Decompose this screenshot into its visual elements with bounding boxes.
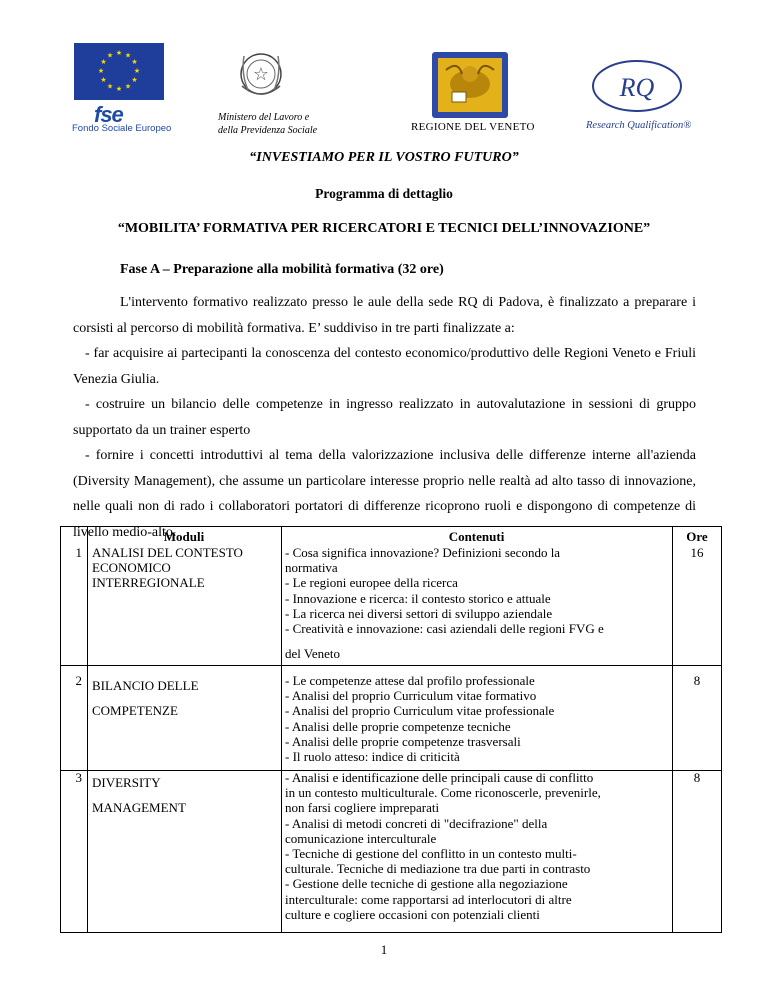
- contenuto-line: - Analisi delle proprie competenze tecniche: [285, 718, 511, 734]
- contenuto-line: - Cosa significa innovazione? Definizioni secondo la: [285, 545, 561, 560]
- phase-heading: Fase A – Preparazione alla mobilità formativa (32 ore): [120, 262, 444, 277]
- contenuto-line: in un contesto multiculturale. Come riconoscerle, prevenirle,: [285, 785, 601, 801]
- row-modulo: [92, 673, 280, 723]
- body-text: [73, 290, 696, 545]
- rq-mark: RQ: [619, 73, 655, 102]
- table-divider: [672, 527, 673, 932]
- svg-text:★: ★: [115, 49, 123, 57]
- row-number: 3: [75, 770, 82, 785]
- slogan: “INVESTIAMO PER IL VOSTRO FUTURO”: [249, 150, 519, 165]
- contenuto-line: normativa: [285, 560, 338, 576]
- contenuto-line: culturale. Tecniche di mediazione tra due parti in contrasto: [285, 861, 591, 877]
- contenuto-line: - Creatività e innovazione: casi aziendali delle regioni FVG e: [285, 621, 604, 637]
- contenuto-line: - Analisi del proprio Curriculum vitae formativo: [285, 688, 537, 704]
- table-divider: [87, 527, 88, 932]
- contenuto-line: non farsi cogliere impreparati: [285, 800, 440, 816]
- ministry-caption-line1: Ministero del Lavoro e: [218, 112, 310, 123]
- svg-text:★: ★: [124, 82, 132, 91]
- modulo-line: ECONOMICO: [92, 560, 171, 576]
- contenuto-line: - La ricerca nei diversi settori di sviluppo aziendale: [285, 605, 553, 621]
- svg-text:★: ★: [124, 51, 132, 60]
- contenuto-line: comunicazione interculturale: [285, 830, 437, 846]
- intro-paragraph: L'intervento formativo realizzato presso le aule della sede RQ di Padova, è finalizzato a preparare i corsisti al percorso di mobilità formativa. E’ suddiviso in tre parti finalizzate a:: [73, 295, 696, 336]
- veneto-lion-logo: [430, 50, 510, 122]
- page-number: 1: [380, 942, 388, 957]
- contenuto-line: del Veneto: [285, 646, 340, 662]
- row-contenuti: [285, 673, 670, 764]
- modulo-line: ANALISI DEL CONTESTO: [92, 545, 243, 560]
- contenuto-line: - Analisi e identificazione delle principali cause di conflitto: [285, 770, 594, 785]
- svg-text:★: ★: [131, 76, 138, 84]
- svg-text:★: ★: [115, 85, 123, 93]
- fse-logo-text: fse: [94, 102, 123, 127]
- contenuto-line: - Analisi del proprio Curriculum vitae professionale: [285, 703, 555, 719]
- row-modulo: [92, 770, 280, 820]
- contenuto-line: - Il ruolo atteso: indice di criticità: [285, 749, 460, 765]
- veneto-caption: REGIONE DEL VENETO: [411, 121, 535, 133]
- svg-text:★: ★: [106, 82, 114, 91]
- svg-text:★: ★: [131, 58, 138, 66]
- row-ore: 16: [690, 545, 704, 560]
- row-number: 1: [75, 545, 82, 560]
- svg-text:★: ★: [133, 67, 141, 75]
- svg-text:☆: ☆: [252, 64, 270, 85]
- row-ore: 8: [693, 673, 701, 688]
- rq-caption: Research Qualification®: [586, 120, 692, 131]
- bullet-paragraph-2: - costruire un bilancio delle competenze in ingresso realizzato in autovalutazione in sessioni di gruppo supportato da un trainer esperto: [73, 397, 696, 438]
- modules-table: [60, 526, 722, 933]
- modulo-line: MANAGEMENT: [92, 800, 186, 815]
- svg-text:★: ★: [97, 67, 105, 75]
- fse-caption: Fondo Sociale Europeo: [72, 123, 172, 134]
- ministry-caption: [218, 111, 317, 137]
- row-modulo: [92, 545, 280, 591]
- row-contenuti: [285, 545, 670, 661]
- logo-row: [0, 40, 768, 140]
- header-moduli: Moduli: [163, 529, 205, 544]
- contenuto-line: - Innovazione e ricerca: il contesto storico e attuale: [285, 590, 551, 606]
- italian-republic-emblem-icon: [236, 46, 286, 104]
- row-ore: 8: [693, 770, 701, 785]
- contenuto-line: - Gestione delle tecniche di gestione alla negoziazione: [285, 876, 568, 892]
- header-ore: Ore: [686, 529, 708, 544]
- svg-text:★: ★: [106, 51, 114, 60]
- table-divider: [61, 665, 721, 666]
- modulo-line: BILANCIO DELLE: [92, 678, 199, 693]
- contenuto-line: - Le regioni europee della ricerca: [285, 575, 458, 591]
- bullet-paragraph-1: - far acquisire ai partecipanti la conoscenza del contesto economico/produttivo delle Regioni Veneto e Friuli Venezia Giulia.: [73, 346, 696, 387]
- modulo-line: INTERREGIONALE: [92, 575, 205, 591]
- row-number: 2: [75, 673, 82, 688]
- rq-logo: [588, 58, 686, 128]
- contenuto-line: - Le competenze attese dal profilo professionale: [285, 673, 535, 688]
- contenuto-line: - Tecniche di gestione del conflitto in un contesto multi-: [285, 846, 577, 862]
- contenuto-line: - Analisi di metodi concreti di "decifrazione" della: [285, 815, 548, 831]
- row-contenuti: [285, 770, 670, 922]
- modulo-line: COMPETENZE: [92, 703, 178, 718]
- contenuto-line: - Analisi delle proprie competenze trasversali: [285, 733, 521, 749]
- svg-text:★: ★: [100, 76, 107, 84]
- contenuto-line: interculturale: come rapportarsi ad interlocutori di altre: [285, 891, 572, 907]
- eu-flag-logo: [74, 43, 164, 100]
- modulo-line: DIVERSITY: [92, 775, 161, 790]
- document-title: “MOBILITA’ FORMATIVA PER RICERCATORI E TECNICI DELL’INNOVAZIONE”: [117, 221, 651, 236]
- svg-text:★: ★: [100, 58, 107, 66]
- ministry-caption-line2: della Previdenza Sociale: [218, 125, 318, 136]
- program-heading: Programma di dettaglio: [315, 186, 453, 201]
- table-divider: [281, 527, 282, 932]
- contenuto-line: culture e cogliere occasioni con potenziali clienti: [285, 906, 540, 922]
- header-contenuti: Contenuti: [448, 529, 505, 544]
- bullet-paragraph-3: - fornire i concetti introduttivi al tema della valorizzazione inclusiva delle differenze interne all'azienda (Diversity Management), che assume un particolare interesse proprio nelle realtà ad alto tasso di innovazione, nelle quali non di rado i collaboratori portatori di differenze ricoprono ruoli e dispongono di competenze di livello medio-alto.: [73, 448, 696, 540]
